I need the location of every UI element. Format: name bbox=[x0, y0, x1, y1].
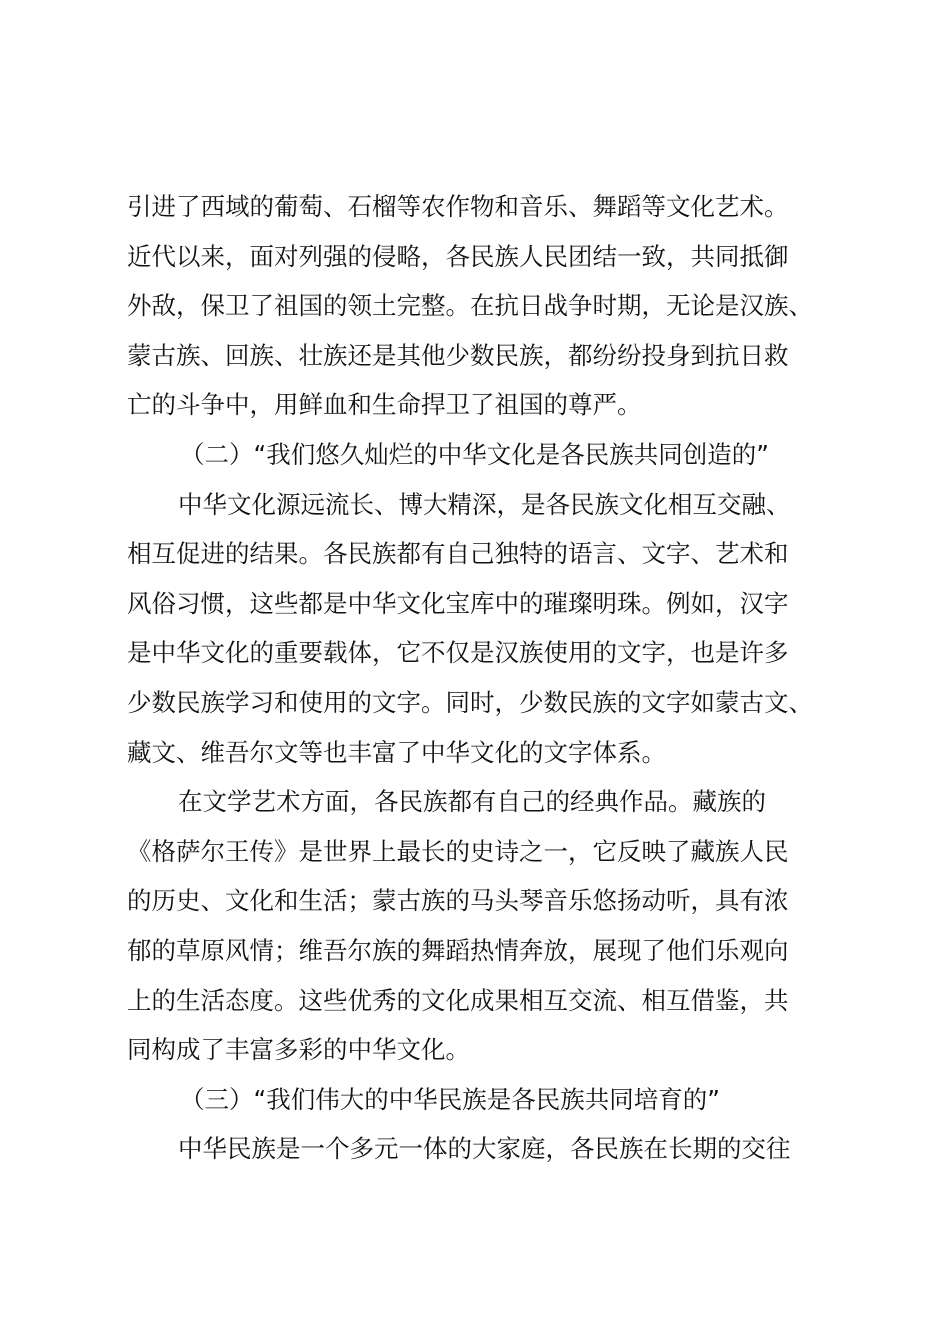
text-line: 是中华文化的重要载体，它不仅是汉族使用的文字，也是许多 bbox=[127, 638, 789, 668]
text-line: 同构成了丰富多彩的中华文化。 bbox=[127, 1035, 470, 1065]
text-line: 亡的斗争中，用鲜血和生命捍卫了祖国的尊严。 bbox=[127, 390, 642, 420]
text-line: 风俗习惯，这些都是中华文化宝库中的璀璨明珠。例如，汉字 bbox=[127, 588, 789, 618]
text-line: 郁的草原风情；维吾尔族的舞蹈热情奔放，展现了他们乐观向 bbox=[127, 935, 789, 965]
document-body bbox=[127, 182, 839, 1174]
paragraph-start: 中华文化源远流长、博大精深，是各民族文化相互交融、 bbox=[178, 489, 791, 519]
paragraph-start: 在文学艺术方面，各民族都有自己的经典作品。藏族的 bbox=[178, 787, 766, 817]
text-line: 上的生活态度。这些优秀的文化成果相互交流、相互借鉴，共 bbox=[127, 985, 789, 1015]
text-line: 相互促进的结果。各民族都有自己独特的语言、文字、艺术和 bbox=[127, 539, 789, 569]
text-line: 藏文、维吾尔文等也丰富了中华文化的文字体系。 bbox=[127, 737, 666, 767]
section-heading-3: （三）“我们伟大的中华民族是各民族共同培育的” bbox=[180, 1084, 720, 1114]
text-line: 外敌，保卫了祖国的领土完整。在抗日战争时期，无论是汉族、 bbox=[127, 291, 813, 321]
text-line: 《格萨尔王传》是世界上最长的史诗之一，它反映了藏族人民 bbox=[127, 836, 789, 866]
text-line: 近代以来，面对列强的侵略，各民族人民团结一致，共同抵御 bbox=[127, 241, 789, 271]
text-line: 的历史、文化和生活；蒙古族的马头琴音乐悠扬动听，具有浓 bbox=[127, 886, 789, 916]
section-heading-2: （二）“我们悠久灿烂的中华文化是各民族共同创造的” bbox=[180, 439, 769, 469]
text-line: 引进了西域的葡萄、石榴等农作物和音乐、舞蹈等文化艺术。 bbox=[127, 192, 789, 221]
text-line: 少数民族学习和使用的文字。同时，少数民族的文字如蒙古文、 bbox=[127, 687, 813, 717]
paragraph-start: 中华民族是一个多元一体的大家庭，各民族在长期的交往 bbox=[178, 1134, 791, 1164]
text-line: 蒙古族、回族、壮族还是其他少数民族，都纷纷投身到抗日救 bbox=[127, 340, 789, 370]
